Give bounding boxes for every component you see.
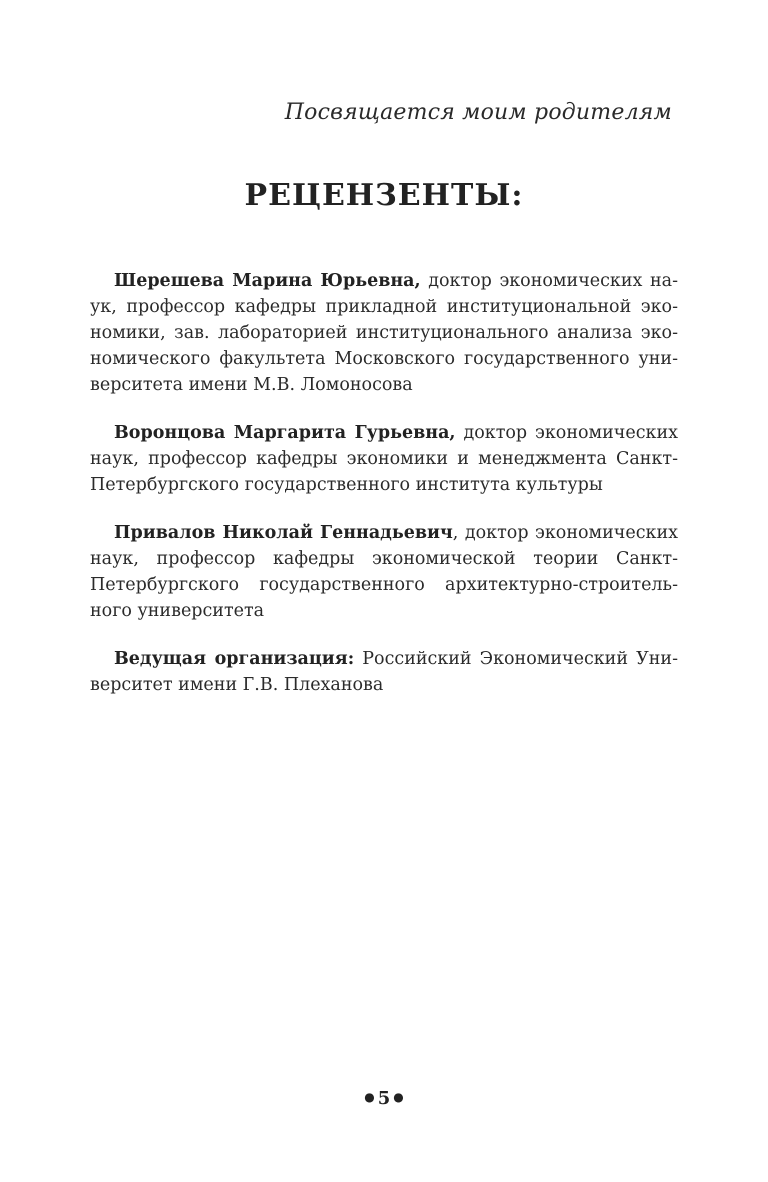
reviewer-name: Шерешева Марина Юрьевна, xyxy=(114,271,421,291)
reviewer-description: , доктор экономических наук, профессор кафедры экономической теории Санкт-Петербургского государственного архитектурно-строительного университета xyxy=(90,523,678,621)
page-number-dot-left: ● xyxy=(364,1090,375,1104)
reviewers-list xyxy=(90,268,678,720)
reviewer-entry xyxy=(90,520,678,624)
page-number xyxy=(0,1088,768,1109)
reviewer-name: Воронцова Маргарита Гурьевна, xyxy=(114,423,456,443)
page-number-value: 5 xyxy=(377,1088,391,1109)
reviewer-entry xyxy=(90,268,678,398)
reviewer-entry xyxy=(90,420,678,498)
page-title: РЕЦЕНЗЕНТЫ: xyxy=(244,178,524,213)
leading-organization-label: Ведущая организация: xyxy=(114,649,355,669)
reviewer-description: доктор экономических наук, профессор кафедры экономики и менеджмента Санкт-Петербургского государственного института культуры xyxy=(90,423,678,495)
page-number-dot-right: ● xyxy=(393,1090,404,1104)
leading-organization-name: Российский Экономический Университет имени Г.В. Плеханова xyxy=(90,649,678,695)
dedication: Посвящается моим родителям xyxy=(284,100,672,125)
leading-organization-entry xyxy=(90,646,678,698)
reviewer-description: доктор экономических наук, профессор кафедры прикладной институциональной экономики, зав. лабораторией институционального анализа экономического факультета Московского государственного университета имени М.В. Ломоносова xyxy=(90,271,678,395)
reviewer-name: Привалов Николай Геннадьевич xyxy=(114,523,453,543)
